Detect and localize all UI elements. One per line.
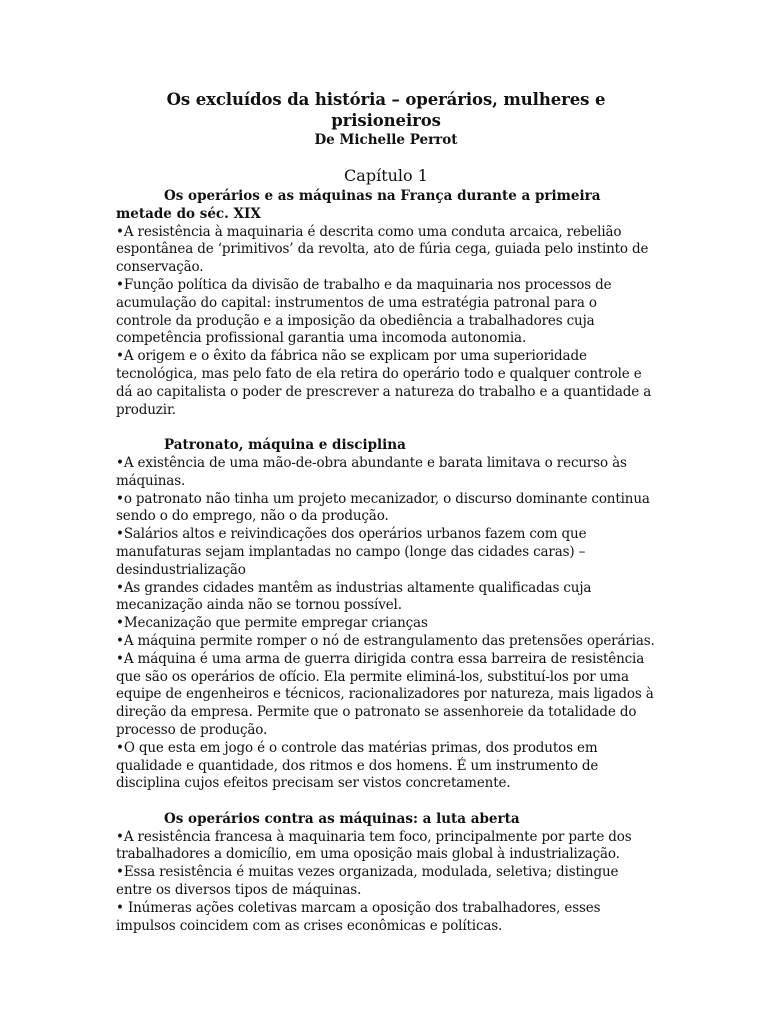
bullet-paragraph: •Mecanização que permite empregar crianças (116, 615, 428, 632)
bullet-paragraph: •Função política da divisão de trabalho e da maquinaria nos processos de acumulação do capital: instrumentos de uma estratégia patronal para o controle da produção e a imposição da obediência a trabalhadores cuja competência profissional garantia uma incomoda autonomia. (116, 276, 612, 347)
document-body (116, 89, 656, 935)
bullet-paragraph: •A origem e o êxito da fábrica não se explicam por uma superioridade tecnológica, mas pelo fato de ela retira do operário todo e qualquer controle e dá ao capitalista o poder de prescrever a natureza do trabalho e a quantidade a produzir. (116, 348, 652, 418)
bullet-paragraph: •Salários altos e reivindicações dos operários urbanos fazem com que manufaturas sejam implantadas no campo (longe das cidades caras) – desindustrialização (116, 526, 587, 578)
document-title: Os excluídos da história – operários, mulheres e prisioneiros (166, 90, 606, 130)
bullet-paragraph: •A máquina é uma arma de guerra dirigida contra essa barreira de resistência que são os operários de ofício. Ela permite eliminá-los, substituí-los por uma equipe de engenheiros e técnicos, racionalizadores por natureza, mais ligados à direção da empresa. Permite que o patronato se assenhoreie da totalidade do processo de produção. (116, 650, 654, 738)
bullet-paragraph: •Essa resistência é muitas vezes organizada, modulada, seletiva; distingue entre os diversos tipos de máquinas. (116, 864, 619, 899)
bullet-paragraph: •O que esta em jogo é o controle das matérias primas, dos produtos em qualidade e quantidade, dos ritmos e dos homens. É um instrumento de disciplina cujos efeitos precisam ser vistos concretamente. (116, 739, 599, 792)
bullet-paragraph: •A existência de uma mão-de-obra abundante e barata limitava o recurso às máquinas. (116, 454, 627, 489)
document-author: De Michelle Perrot (314, 132, 458, 148)
bullet-paragraph: •A máquina permite romper o nó de estrangulamento das pretensões operárias. (116, 632, 655, 649)
bullet-paragraph: • Inúmeras ações coletivas marcam a oposição dos trabalhadores, esses impulsos coincidem com as crises econômicas e políticas. (116, 899, 601, 934)
bullet-paragraph: •A resistência francesa à maquinaria tem foco, principalmente por parte dos trabalhadores a domicílio, em uma oposição mais global à industrialização. (116, 828, 632, 863)
section-heading: Os operários contra as máquinas: a luta aberta (164, 810, 520, 827)
section-heading: Patronato, máquina e disciplina (164, 437, 406, 454)
bullet-paragraph: •o patronato não tinha um projeto mecanizador, o discurso dominante continua sendo o do emprego, não o da produção. (116, 490, 650, 525)
bullet-paragraph: •A resistência à maquinaria é descrita como uma conduta arcaica, rebelião espontânea de ‘primitivos’ da revolta, ato de fúria cega, guiada pelo instinto de conservação. (116, 223, 649, 276)
section-heading: Os operários e as máquinas na França durante a primeira metade do séc. XIX (116, 188, 601, 222)
chapter-heading: Capítulo 1 (344, 166, 428, 185)
bullet-paragraph: •As grandes cidades mantêm as industrias altamente qualificadas cuja mecanização ainda não se tornou possível. (116, 579, 592, 614)
